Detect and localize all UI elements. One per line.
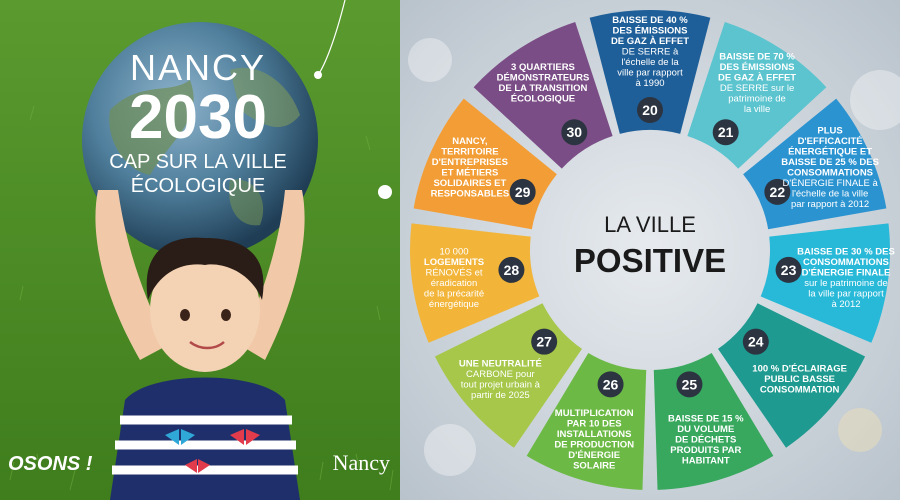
wheel-segment-line: ÉNERGÉTIQUE ET [788,146,873,158]
wheel-segment-line: à 1990 [635,78,665,89]
wheel-segment-line: sur le patrimoine de [804,277,888,289]
wheel-number: 26 [602,376,619,393]
wheel-segment-line: RESPONSABLES [430,188,510,200]
wheel-segment-line: BAISSE DE 30 % DES [797,246,895,258]
wheel-segment-line: CONSOMMATION [759,384,840,396]
wheel-segment-line: SOLAIRE [573,460,616,472]
cover-logo: Nancy [332,450,390,475]
wheel-segment-line: SOLIDAIRES ET [433,177,507,189]
wheel-segment-line: ÉCOLOGIQUE [510,93,576,105]
wheel-segment-label [459,358,542,401]
wheel-segment-line: la ville [743,104,771,116]
wheel-segment-line: D'ÉNERGIE FINALE à [782,177,878,189]
wheel-segment-line: BAISSE DE 40 % [612,15,688,26]
wheel-segment-line: DE SERRE à [621,46,679,58]
wheel-segment-line: 10 000 [439,246,469,258]
wheel-segment-line: par rapport à 2012 [791,198,870,210]
wheel-segment-line: BAISSE DE 15 % [668,413,744,425]
wheel-segment-line: MULTIPLICATION [554,408,634,420]
wheel-segment-line: CARBONE pour [466,368,535,380]
wheel-segment-line: D'ENTREPRISES [431,156,508,168]
wheel-segment-line: ET MÉTIERS [441,167,499,179]
wheel-segment-line: 100 % D'ÉCLAIRAGE [752,363,847,375]
wheel-number: 25 [681,376,698,393]
wheel-segment-line: CONSOMMATIONS [803,256,889,268]
wheel-number: 30 [566,124,583,141]
wheel-segment-line: DE PRODUCTION [554,439,635,451]
wheel-segment-line: PAR 10 DES [566,418,622,430]
wheel-segment-line: BAISSE DE 70 % [719,51,795,63]
wheel-number: 29 [514,183,531,200]
wheel-segment-line: DES ÉMISSIONS [719,62,795,74]
wheel-number: 27 [536,333,552,350]
wheel-segment-line: partir de 2025 [471,389,530,401]
wheel-segment-line: DES ÉMISSIONS [612,25,688,37]
wheel-segment-line: DE GAZ À EFFET [610,36,690,47]
wheel-segment-line: de la précarité [423,288,485,300]
wheel-segment-line: UNE NEUTRALITÉ [458,358,542,370]
wheel-segment-line: patrimoine de [728,93,786,105]
cover-slogan: OSONS ! [8,453,93,475]
wheel-segment-line: PUBLIC BASSE [764,374,836,386]
wheel-segment-line: D'EFFICACITÉ [797,135,863,147]
wheel-number: 24 [748,333,764,350]
wheel-segment-line: DE LA TRANSITION [498,83,588,95]
wheel-number: 23 [780,261,797,278]
cover-city: NANCY [129,47,267,88]
wheel-segment-line: D'ÉNERGIE FINALE [801,267,891,279]
cover-tagline-1: CAP SUR LA VILLE [109,151,287,173]
wheel-segment-line: DE GAZ À EFFET [717,72,797,84]
wheel-segment-line: DE SERRE sur le [719,83,795,95]
wheel-number: 21 [717,124,734,141]
wheel-segment-label [752,364,847,396]
wheel-segment-line: à 2012 [831,298,861,310]
wheel-segment-line: DE DÉCHETS [675,434,737,446]
wheel-segment-line: LOGEMENTS [423,256,485,268]
wheel-segment-label [611,15,689,89]
wheel-segment-line: DÉMONSTRATEURS [496,72,590,84]
wheel-segment-line: INSTALLATIONS [556,429,632,441]
wheel-segment-line: tout projet urbain à [460,379,540,391]
wheel-segment-line: BAISSE DE 25 % DES [781,156,879,168]
wheel-number: 22 [769,183,786,200]
wheel-center-line-1: LA VILLE [604,212,696,237]
wheel-segment-line: CONSOMMATIONS [787,167,874,179]
wheel-segment-line: la ville par rapport [808,288,884,300]
wheel-segment-label [424,246,484,310]
cover-year: 2030 [129,83,267,152]
wheel-segment-line: ville par rapport [617,67,683,79]
wheel-segment-line: D'ÉNERGIE [568,450,621,462]
wheel-segment-line: l'échelle de la ville [791,188,869,200]
wheel-segment-line: énergétique [428,298,480,310]
wheel-segment-line: DU VOLUME [677,423,735,435]
wheel-segment-line: PRODUITS PAR [670,444,742,456]
wheel-segment-line: HABITANT [681,455,730,467]
wheel-segment-line: PLUS [817,125,843,137]
decorative-dot-small [314,71,322,79]
wheel-segment-line: RÉNOVÉS et [425,267,483,279]
wheel-segment-label [431,136,510,200]
wheel-number: 28 [503,261,520,278]
wheel-number: 20 [642,102,658,118]
wheel-segment-line: éradication [430,277,478,289]
decorative-dot-large [378,185,392,199]
wheel-center-line-2: POSITIVE [573,242,727,279]
wheel-segment-line: 3 QUARTIERS [511,62,575,74]
wheel-segment-line: NANCY, [452,135,488,147]
wheel-segment-line: l'échelle de la [621,57,679,68]
cover-tagline-2: ÉCOLOGIQUE [130,175,266,197]
wheel-segment-line: TERRITOIRE [441,146,499,158]
